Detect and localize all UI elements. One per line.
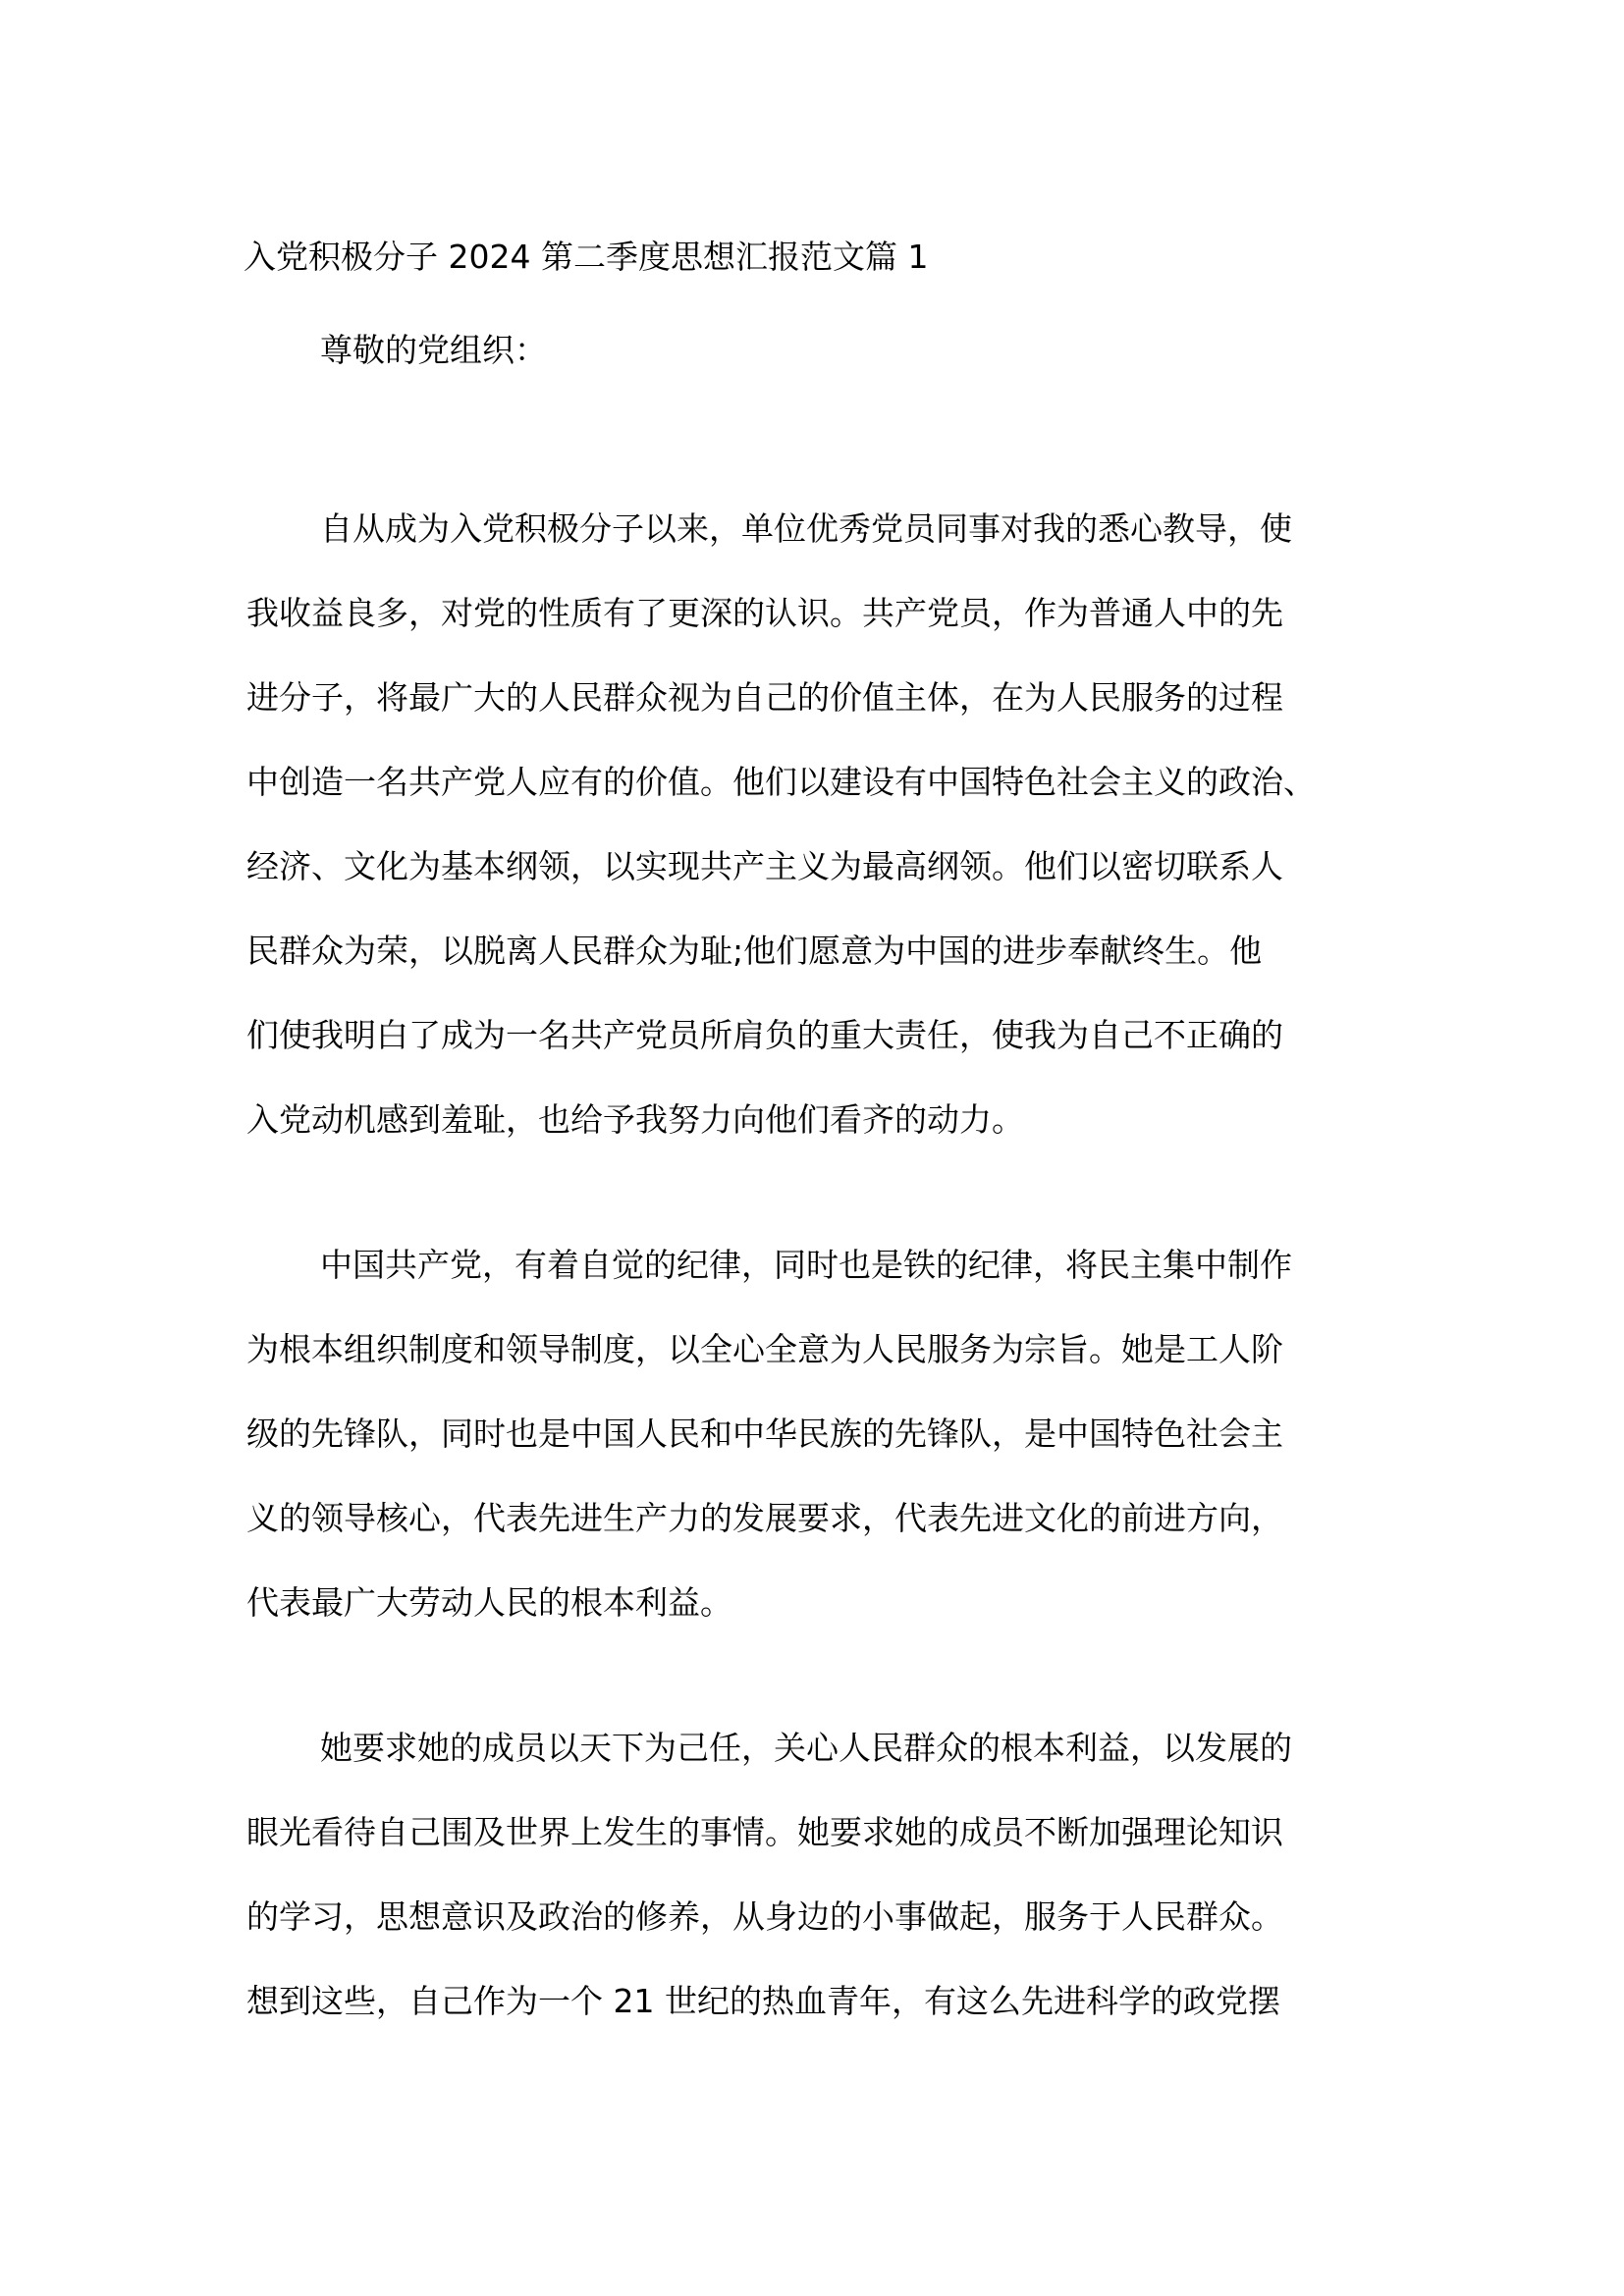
paragraph-line: 中创造一名共产党人应有的价值。他们以建设有中国特色社会主义的政治、 bbox=[246, 763, 1316, 801]
paragraph-2 bbox=[246, 1223, 1395, 1645]
paragraph-1 bbox=[246, 487, 1395, 1162]
paragraph-line: 义的领导核心，代表先进生产力的发展要求，代表先进文化的前进方向， bbox=[246, 1499, 1283, 1537]
paragraph-line: 她要求她的成员以天下为己任，关心人民群众的根本利益，以发展的 bbox=[320, 1729, 1292, 1767]
paragraph-line: 级的先锋队，同时也是中国人民和中华民族的先锋队，是中国特色社会主 bbox=[246, 1415, 1283, 1453]
paragraph-line: 自从成为入党积极分子以来，单位优秀党员同事对我的悉心教导，使 bbox=[320, 509, 1292, 548]
paragraph-line: 想到这些，自己作为一个 21 世纪的热血青年，有这么先进科学的政党摆 bbox=[246, 1982, 1280, 2020]
paragraph-line: 的学习，思想意识及政治的修养，从身边的小事做起，服务于人民群众。 bbox=[246, 1897, 1283, 1936]
paragraph-line: 经济、文化为基本纲领，以实现共产主义为最高纲领。他们以密切联系人 bbox=[246, 847, 1283, 885]
paragraph-line: 中国共产党，有着自觉的纪律，同时也是铁的纪律，将民主集中制作 bbox=[320, 1246, 1292, 1284]
paragraph-line: 代表最广大劳动人民的根本利益。 bbox=[246, 1583, 732, 1622]
paragraph-line: 们使我明白了成为一名共产党员所肩负的重大责任，使我为自己不正确的 bbox=[246, 1016, 1283, 1054]
paragraph-line: 进分子，将最广大的人民群众视为自己的价值主体，在为人民服务的过程 bbox=[246, 678, 1283, 717]
salutation: 尊敬的党组织： bbox=[320, 331, 547, 369]
paragraph-line: 入党动机感到羞耻，也给予我努力向他们看齐的动力。 bbox=[246, 1100, 1024, 1139]
paragraph-line: 眼光看待自己围及世界上发生的事情。她要求她的成员不断加强理论知识 bbox=[246, 1813, 1283, 1851]
paragraph-line: 我收益良多，对党的性质有了更深的认识。共产党员，作为普通人中的先 bbox=[246, 594, 1283, 632]
document-title: 入党积极分子 2024 第二季度思想汇报范文篇 1 bbox=[244, 238, 929, 276]
paragraph-line: 民群众为荣，以脱离人民群众为耻;他们愿意为中国的进步奉献终生。他 bbox=[246, 932, 1263, 970]
paragraph-line: 为根本组织制度和领导制度，以全心全意为人民服务为宗旨。她是工人阶 bbox=[246, 1330, 1283, 1368]
paragraph-3 bbox=[246, 1706, 1395, 2044]
